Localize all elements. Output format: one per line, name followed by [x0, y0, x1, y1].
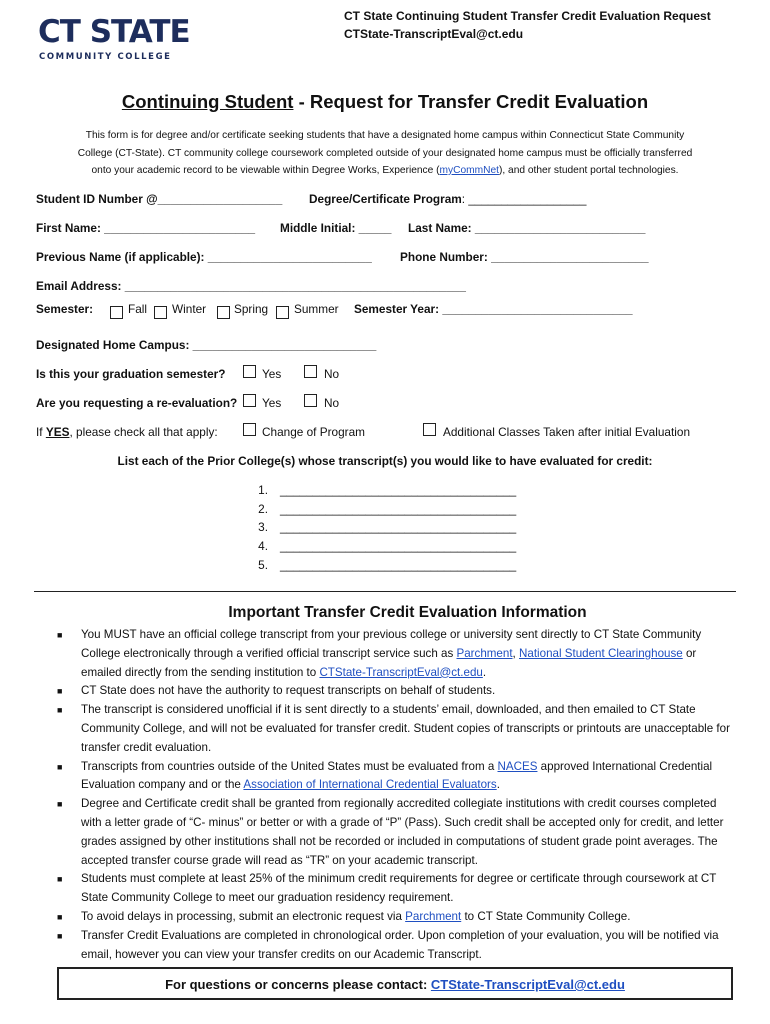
bullet-text: CT State does not have the authority to request transcripts on behalf of students.	[81, 684, 496, 698]
bullet-text: approved International Credential Evaluation company and or the	[81, 759, 713, 792]
additional-classes-checkbox[interactable]	[423, 423, 436, 436]
college-row-number: 5.	[258, 558, 268, 572]
winter-label: Winter	[172, 302, 207, 316]
intro-line-3-start: onto your academic record to be viewable within Degree Works, Experience (	[91, 165, 440, 176]
college-line-1[interactable]: ____________________________________	[280, 483, 517, 497]
spring-checkbox[interactable]	[217, 306, 230, 319]
contact-box	[57, 967, 733, 1000]
summer-label: Summer	[294, 302, 339, 316]
college-row-number: 4.	[258, 539, 268, 553]
summer-checkbox[interactable]	[276, 306, 289, 319]
graduation-no-checkbox[interactable]	[304, 365, 317, 378]
degree-program-label: Degree/Certificate Program	[309, 192, 462, 206]
bullet-text: To avoid delays in processing, submit an electronic request via	[81, 909, 406, 923]
section-divider	[34, 591, 736, 592]
if-yes-instruction	[36, 425, 218, 439]
fall-label: Fall	[128, 302, 148, 316]
college-line-3[interactable]: ____________________________________	[280, 520, 517, 534]
college-line-5[interactable]: ____________________________________	[280, 558, 517, 572]
info-bullet-list	[57, 626, 737, 964]
bullet-icon: ■	[57, 705, 63, 716]
prior-colleges-instruction: List each of the Prior College(s) whose transcript(s) you would like to have evaluated for credit:	[117, 454, 653, 468]
bullet-text: .	[482, 665, 487, 679]
info-bullet-item	[57, 682, 737, 701]
bullet-icon: ■	[57, 799, 63, 810]
first-name-field[interactable]: First Name: _______________________	[36, 221, 256, 235]
info-bullet-item	[57, 626, 737, 682]
intro-line-2: College (CT-State). CT community college coursework completed outside of your designated home campus must be officially transferred	[77, 147, 693, 159]
title-underlined: Continuing Student	[121, 91, 294, 112]
college-line-2[interactable]: ____________________________________	[280, 502, 517, 516]
info-bullet-item	[57, 908, 737, 927]
reevaluation-question: Are you requesting a re-evaluation?	[36, 396, 238, 410]
email-address-field[interactable]: Email Address: ____________________________________________________	[36, 279, 466, 293]
bullet-text: Transfer Credit Evaluations are completed in chronological order. Upon completion of your evaluation, you will be notified via email, however you can view your transfer credits on our Academic Transcript.	[81, 928, 719, 961]
bullet-text: to CT State Community College.	[461, 909, 631, 923]
winter-checkbox[interactable]	[154, 306, 167, 319]
intro-line-1: This form is for degree and/or certificate seeking students that have a designated home campus within Connecticut State Community	[85, 130, 685, 141]
bullet-text: Degree and Certificate credit shall be granted from regionally accredited collegiate institutions with credit courses completed with a letter grade of “C- minus” or better or with a grade of “P” (Pass). Such credit shall be accepted only for credit, and letter grades assigned by other institutions shall not be recorded or included in computations of student grade point averages. The accepted transfer course grade will read as “TR” on your academic transcript.	[81, 797, 724, 867]
semester-year-field[interactable]: Semester Year: _____________________________	[354, 302, 633, 316]
info-bullet-item	[57, 758, 737, 796]
reevaluation-no-label: No	[324, 396, 340, 410]
bullet-text: .	[496, 778, 500, 792]
page-title	[0, 91, 770, 113]
logo-subtitle: COMMUNITY COLLEGE	[39, 52, 172, 62]
degree-program-blank[interactable]: : __________________	[461, 192, 587, 206]
intro-paragraph	[30, 127, 740, 180]
bullet-icon: ■	[57, 630, 63, 640]
if-yes-prefix: If	[36, 425, 46, 439]
bullet-icon: ■	[57, 761, 63, 772]
bullet-text: Transcripts from countries outside of the United States must be evaluated from a	[81, 759, 498, 773]
transcript-eval-email-link[interactable]: CTState-TranscriptEval@ct.edu	[319, 665, 483, 679]
last-name-field[interactable]: Last Name: __________________________	[408, 221, 646, 235]
reevaluation-yes-label: Yes	[262, 396, 282, 410]
reevaluation-no-checkbox[interactable]	[304, 394, 317, 407]
graduation-yes-label: Yes	[262, 367, 282, 381]
if-yes-emphasis: YES	[45, 425, 70, 439]
semester-label: Semester:	[36, 302, 94, 316]
bullet-icon: ■	[57, 911, 63, 922]
clearinghouse-link[interactable]: National Student Clearinghouse	[519, 646, 683, 660]
intro-line-3-end: ), and other student portal technologies.	[498, 165, 679, 176]
phone-number-field[interactable]: Phone Number: ________________________	[400, 250, 649, 264]
aice-link[interactable]: Association of International Credential Evaluators	[243, 778, 497, 792]
parchment-link[interactable]: Parchment	[405, 909, 462, 923]
header-email: CTState-TranscriptEval@ct.edu	[344, 27, 524, 41]
bullet-text: Students must complete at least 25% of the minimum credit requirements for degree or certificate through coursework at CT State Community College to meet our graduation residency requirement.	[81, 872, 717, 905]
degree-program-field[interactable]	[309, 192, 586, 206]
graduation-no-label: No	[324, 367, 340, 381]
reevaluation-yes-checkbox[interactable]	[243, 394, 256, 407]
college-row-number: 2.	[258, 502, 268, 516]
graduation-question: Is this your graduation semester?	[36, 367, 226, 381]
fall-checkbox[interactable]	[110, 306, 123, 319]
bullet-icon: ■	[57, 930, 63, 941]
info-bullet-item	[57, 870, 737, 908]
bullet-text: ,	[512, 646, 519, 660]
middle-initial-field[interactable]: Middle Initial: _____	[280, 221, 392, 235]
previous-name-field[interactable]: Previous Name (if applicable): _________________________	[36, 250, 372, 264]
info-bullet-item	[57, 927, 737, 965]
contact-email-link[interactable]: CTState-TranscriptEval@ct.edu	[430, 977, 625, 992]
contact-label: For questions or concerns please contact:	[165, 977, 431, 992]
change-program-checkbox[interactable]	[243, 423, 256, 436]
info-section-title: Important Transfer Credit Evaluation Information	[228, 604, 587, 621]
home-campus-field[interactable]: Designated Home Campus: ____________________________	[36, 338, 377, 352]
header-form-title: CT State Continuing Student Transfer Credit Evaluation Request	[344, 9, 711, 23]
bullet-icon: ■	[57, 686, 63, 697]
additional-classes-label: Additional Classes Taken after initial Evaluation	[443, 425, 691, 439]
info-bullet-item	[57, 701, 737, 757]
logo-wordmark: CT STATE	[38, 14, 190, 50]
parchment-link[interactable]: Parchment	[456, 646, 513, 660]
college-row-number: 3.	[258, 520, 268, 534]
college-row-number: 1.	[258, 483, 268, 497]
bullet-text: You MUST have an official college transcript from your previous college or university sent directly to CT State Community College electronically through a verified official transcript service such as	[81, 628, 702, 660]
graduation-yes-checkbox[interactable]	[243, 365, 256, 378]
info-bullet-item	[57, 795, 737, 870]
naces-link[interactable]: NACES	[497, 759, 538, 773]
bullet-text: The transcript is considered unofficial if it is sent directly to a students’ email, downloaded, and then emailed to CT State Community College, and will not be evaluated for transfer credit. Student copies of transcripts or printouts are unacceptable for transfer credit evaluation.	[81, 703, 730, 754]
mycommnet-link[interactable]: myCommNet	[439, 165, 499, 176]
bullet-icon: ■	[57, 874, 63, 885]
student-id-field[interactable]: Student ID Number @___________________	[36, 192, 283, 206]
college-line-4[interactable]: ____________________________________	[280, 539, 517, 553]
title-rest: - Request for Transfer Credit Evaluation	[293, 91, 649, 112]
change-program-label: Change of Program	[262, 425, 365, 439]
if-yes-suffix: , please check all that apply:	[69, 425, 218, 439]
spring-label: Spring	[234, 302, 269, 316]
bullet-text: or emailed directly from the sending institution to	[81, 646, 697, 679]
